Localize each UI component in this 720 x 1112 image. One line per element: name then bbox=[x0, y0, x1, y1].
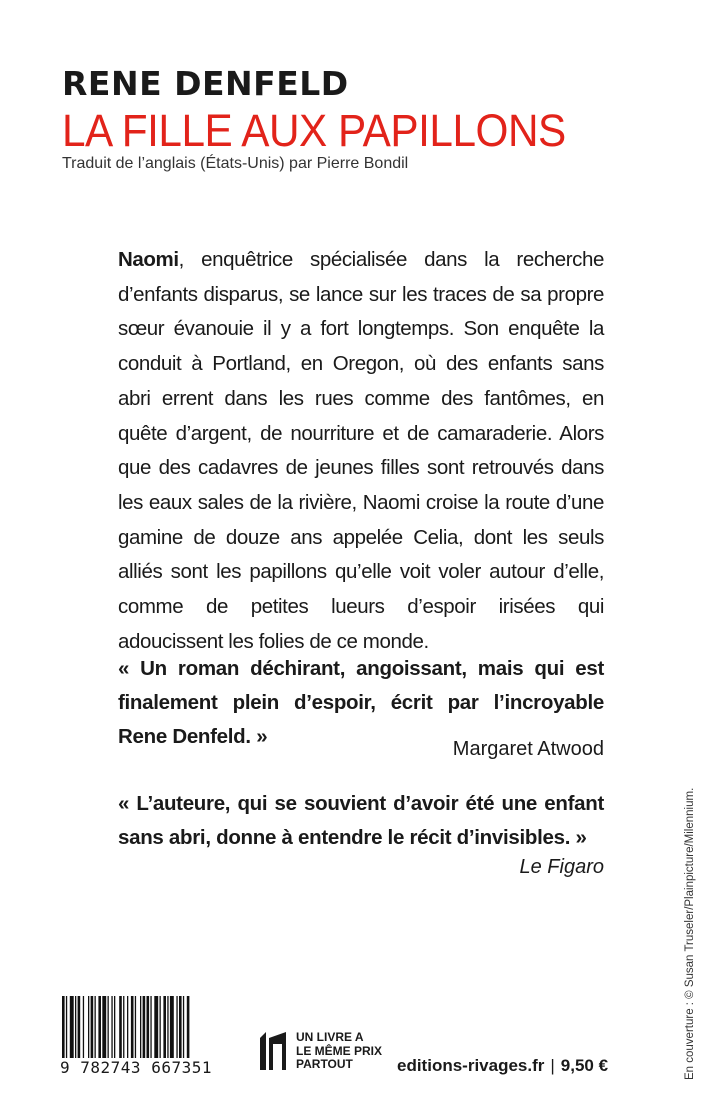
barcode-bar bbox=[114, 996, 115, 1058]
barcode-bar bbox=[150, 996, 151, 1058]
barcode-bar bbox=[123, 996, 124, 1058]
logo-line-1: UN LIVRE A bbox=[296, 1030, 364, 1044]
barcode-bar bbox=[78, 996, 81, 1058]
barcode-bar bbox=[131, 996, 134, 1058]
barcode-bar bbox=[160, 996, 161, 1058]
isbn-digits: 9 782743 667351 bbox=[60, 1058, 232, 1077]
barcode-bar bbox=[119, 996, 122, 1058]
barcode-bar bbox=[187, 996, 190, 1058]
quote-1-source: Margaret Atwood bbox=[452, 738, 604, 760]
barcode-bar bbox=[127, 996, 128, 1058]
barcode-bar bbox=[70, 996, 74, 1058]
barcode-bar bbox=[167, 996, 168, 1058]
barcode-bar bbox=[98, 996, 101, 1058]
author-name: RENE DENFELD bbox=[62, 64, 349, 103]
barcode-bar bbox=[147, 996, 150, 1058]
barcode-bar bbox=[183, 996, 184, 1058]
quote-1: « Un roman déchirant, angoissant, mais qui est finalement plein d’espoir, écrit par l’incroyable Rene Denfeld. » bbox=[118, 657, 604, 748]
logo-caption bbox=[296, 1031, 382, 1072]
barcode-bar bbox=[154, 996, 158, 1058]
barcode-bar bbox=[75, 996, 76, 1058]
barcode-bar bbox=[108, 996, 109, 1058]
barcode-bar bbox=[91, 996, 94, 1058]
cover-credit: En couverture : © Susan Truseler/Plainpicture/Milennium. bbox=[684, 787, 696, 1080]
footer-info bbox=[397, 1056, 608, 1076]
barcode-bar bbox=[95, 996, 96, 1058]
book-price: 9,50 € bbox=[560, 1056, 609, 1075]
book-title: LA FILLE AUX PAPILLONS bbox=[62, 105, 566, 156]
barcode-bar bbox=[102, 996, 106, 1058]
prix-unique-logo-icon bbox=[258, 1030, 288, 1072]
barcode-bars bbox=[60, 996, 230, 1058]
barcode-bar bbox=[83, 996, 84, 1058]
barcode-bar bbox=[176, 996, 177, 1058]
barcode-bar bbox=[170, 996, 174, 1058]
summary-text: , enquêtrice spécialisée dans la recherche d’enfants disparus, se lance sur les traces de sa propre sœur évanouie il y a fort longtemps. Son enquête la conduit à Portland, en Oregon, où des enfants sans abri errent dans les rues comme des fantômes, en quête d’argent, de nourriture et de camaraderie. Alors que des cadavres de jeunes filles sont retrouvés dans les eaux sales de la rivière, Naomi croise la route d’une gamine de douze ans appelée Celia, dont les seuls alliés sont les papillons qu’elle voit voler autour d’elle, comme de petites lueurs d’espoir irisées qui adoucissent les folies de ce monde. bbox=[118, 248, 604, 653]
footer-separator: | bbox=[550, 1056, 555, 1075]
quote-2: « L’auteure, qui se souvient d’avoir été une enfant sans abri, donne à entendre le récit d’invisibles. » bbox=[118, 792, 604, 849]
logo-line-2: LE MÊME PRIX bbox=[296, 1043, 383, 1058]
translator-credit: Traduit de l’anglais (États-Unis) par Pierre Bondil bbox=[62, 155, 409, 172]
barcode-bar bbox=[135, 996, 136, 1058]
quote-2-source: Le Figaro bbox=[519, 856, 604, 878]
barcode-bar bbox=[179, 996, 182, 1058]
barcode-bar bbox=[62, 996, 65, 1058]
barcode-bar bbox=[111, 996, 112, 1058]
barcode-bar bbox=[88, 996, 89, 1058]
publisher-website: editions-rivages.fr bbox=[397, 1056, 545, 1075]
book-summary bbox=[118, 243, 604, 659]
summary-lead: Naomi bbox=[118, 248, 179, 271]
barcode-bar bbox=[143, 996, 146, 1058]
logo-line-3: PARTOUT bbox=[296, 1057, 353, 1071]
barcode-bar bbox=[163, 996, 166, 1058]
barcode-bar bbox=[66, 996, 67, 1058]
barcode-bar bbox=[140, 996, 141, 1058]
